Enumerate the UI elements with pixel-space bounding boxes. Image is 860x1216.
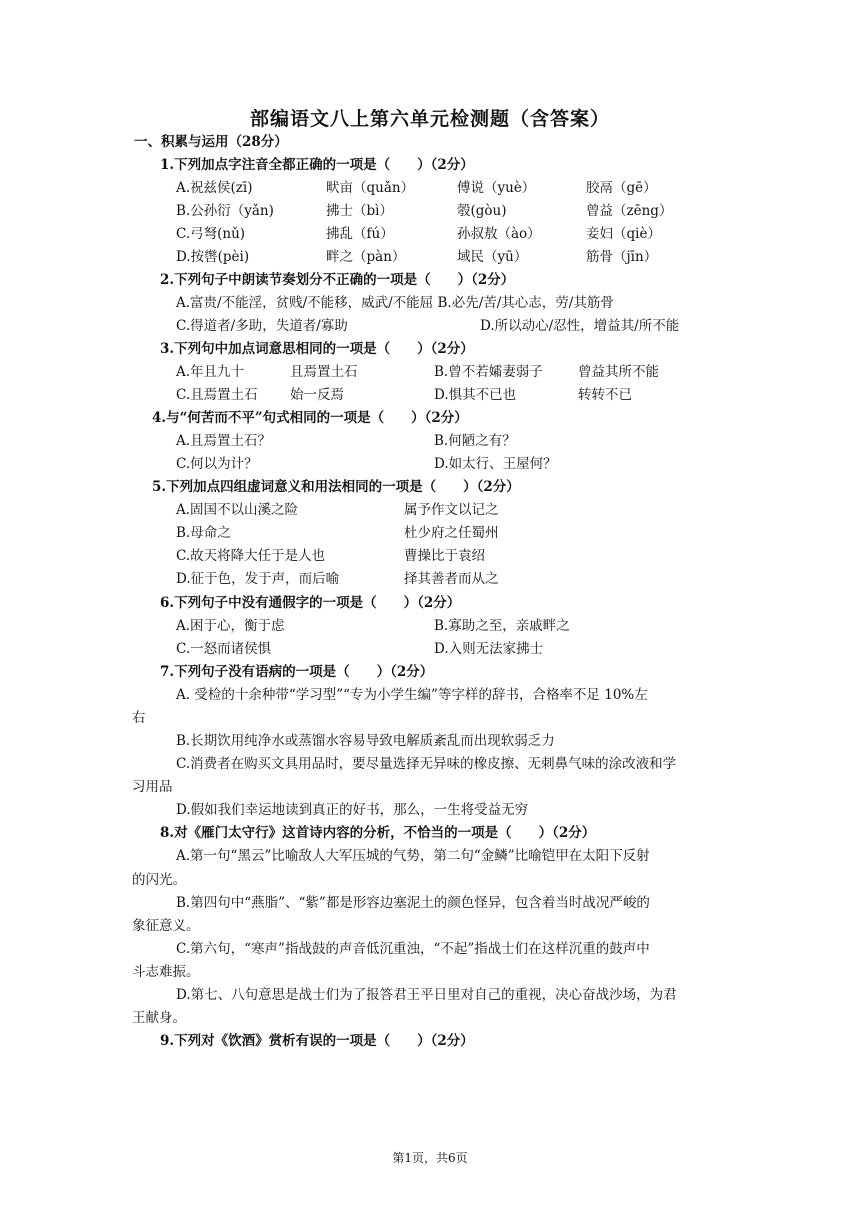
q1-option-d-item: 畔之（pàn） xyxy=(326,249,406,265)
q2-options-ab: A.富贵/不能淫，贫贱/不能移，威武/不能屈 B.必先/苦/其心志，劳/其筋骨 xyxy=(176,295,614,311)
q3-option-c-item: 始一反焉 xyxy=(290,387,344,403)
q3-option-c: C.且焉置土石 xyxy=(176,387,258,403)
q1-option-a: A.祝兹侯(zī) xyxy=(176,180,253,196)
q6-option-c: C.一怒而诸侯惧 xyxy=(176,641,272,657)
question-8-stem: 8.对《雁门太守行》这首诗内容的分析，不恰当的一项是（ ）（2分） xyxy=(160,825,596,841)
q1-option-c-item: 妾妇（qiè） xyxy=(586,226,661,242)
question-9-stem: 9.下列对《饮酒》赏析有误的一项是（ ）（2分） xyxy=(160,1033,474,1049)
q8-option-a: A.第一句“黑云”比喻敌人大军压城的气势，第二句“金鳞”比喻铠甲在太阳下反射 xyxy=(176,848,650,864)
q3-option-d-item: 转转不已 xyxy=(578,387,632,403)
q3-option-b: B.曾不若孀妻弱子 xyxy=(434,364,543,380)
question-5-stem: 5.下列加点四组虚词意义和用法相同的一项是（ ）（2分） xyxy=(152,479,520,495)
q6-option-b: B.寡助之至，亲戚畔之 xyxy=(434,618,570,634)
q1-option-a-item: 胶鬲（gē） xyxy=(586,180,657,196)
q7-option-d: D.假如我们幸运地读到真正的好书，那么，一生将受益无穷 xyxy=(176,802,529,818)
q1-option-d-item: 筋骨（jīn） xyxy=(586,249,658,265)
q3-option-a-item: 且焉置土石 xyxy=(290,364,358,380)
q2-option-c: C.得道者/多助，失道者/寡助 xyxy=(176,318,348,334)
question-7-stem: 7.下列句子没有语病的一项是（ ）（2分） xyxy=(160,664,434,680)
q8-option-c: C.第六句，“寒声”指战鼓的声音低沉重浊，“不起”指战士们在这样沉重的鼓声中 xyxy=(176,941,650,957)
q1-option-c-item: 拂乱（fú） xyxy=(326,226,394,242)
q4-option-a: A.且焉置土石？ xyxy=(176,433,272,449)
question-2-stem: 2.下列句子中朗读节奏划分不正确的一项是（ ）（2分） xyxy=(160,272,515,288)
q5-option-c-item: 曹操比于袁绍 xyxy=(404,548,485,564)
q8-option-b: B.第四句中“燕脂”、“紫”都是形容边塞泥土的颜色怪异，包含着当时战况严峻的 xyxy=(176,895,650,911)
q4-option-c: C.何以为计？ xyxy=(176,456,258,472)
q7-option-a-cont: 右 xyxy=(132,710,146,726)
q8-option-d-cont: 王献身。 xyxy=(132,1010,186,1026)
q5-option-c: C.故天将降大任于是人也 xyxy=(176,548,326,564)
q1-option-a-item: 畎亩（quǎn） xyxy=(326,180,415,196)
q4-option-b: B.何陋之有？ xyxy=(434,433,516,449)
q5-option-a-item: 属予作文以记之 xyxy=(404,502,499,518)
q7-option-c: C.消费者在购买文具用品时，要尽量选择无异味的橡皮擦、无刺鼻气味的涂改液和学 xyxy=(176,756,677,772)
q1-option-a-item: 傅说（yuè） xyxy=(457,180,536,196)
q5-option-b-item: 杜少府之任蜀州 xyxy=(404,525,499,541)
q8-option-c-cont: 斗志难振。 xyxy=(132,964,200,980)
q1-option-d-item: 域民（yū） xyxy=(457,249,528,265)
q6-option-a: A.困于心，衡于虑 xyxy=(176,618,285,634)
q1-option-c-item: 孙叔敖（ào） xyxy=(457,226,541,242)
section-heading: 一、积累与运用（28分） xyxy=(134,134,288,150)
q8-option-b-cont: 象征意义。 xyxy=(132,918,200,934)
q6-option-d: D.入则无法家拂士 xyxy=(434,641,544,657)
q5-option-d-item: 择其善者而从之 xyxy=(404,571,499,587)
q1-option-d: D.按辔(pèi) xyxy=(176,249,250,265)
q1-option-b: B.公孙衍（yǎn) xyxy=(176,203,274,219)
page-title: 部编语文八上第六单元检测题（含答案） xyxy=(249,108,610,130)
q1-option-b-item: 彀(gòu) xyxy=(457,203,507,219)
q1-option-b-item: 曾益（zēng） xyxy=(586,203,673,219)
q5-option-a: A.固国不以山溪之险 xyxy=(176,502,299,518)
q5-option-d: D.征于色，发于声，而后喻 xyxy=(176,571,340,587)
page-footer: 第1页，共6页 xyxy=(392,1151,468,1165)
q7-option-b: B.长期饮用纯净水或蒸馏水容易导致电解质紊乱而出现软弱乏力 xyxy=(176,733,555,749)
q4-option-d: D.如太行、王屋何？ xyxy=(434,456,557,472)
q1-option-c: C.弓弩(nǔ) xyxy=(176,226,246,242)
question-3-stem: 3.下列句中加点词意思相同的一项是（ ）（2分） xyxy=(160,341,474,357)
q7-option-a: A. 受检的十余种带“学习型”“专为小学生编”等字样的辞书，合格率不足 10%左 xyxy=(176,687,648,703)
q1-option-b-item: 拂士（bì） xyxy=(326,203,393,219)
q7-option-c-cont: 习用品 xyxy=(132,779,173,795)
q8-option-a-cont: 的闪光。 xyxy=(132,872,186,888)
q3-option-d: D.惧其不已也 xyxy=(434,387,517,403)
q3-option-b-item: 曾益其所不能 xyxy=(578,364,659,380)
q5-option-b: B.母命之 xyxy=(176,525,231,541)
question-1-stem: 1.下列加点字注音全都正确的一项是（ ）（2分） xyxy=(160,157,474,173)
q2-option-d: D.所以动心/忍性，增益其/所不能 xyxy=(480,318,680,334)
question-4-stem: 4.与“何苦而不平”句式相同的一项是（ ）（2分） xyxy=(152,410,468,426)
q8-option-d: D.第七、八句意思是战士们为了报答君王平日里对自己的重视，决心奋战沙场，为君 xyxy=(176,987,677,1003)
question-6-stem: 6.下列句子中没有通假字的一项是（ ）（2分） xyxy=(160,595,461,611)
q3-option-a: A.年且九十 xyxy=(176,364,245,380)
